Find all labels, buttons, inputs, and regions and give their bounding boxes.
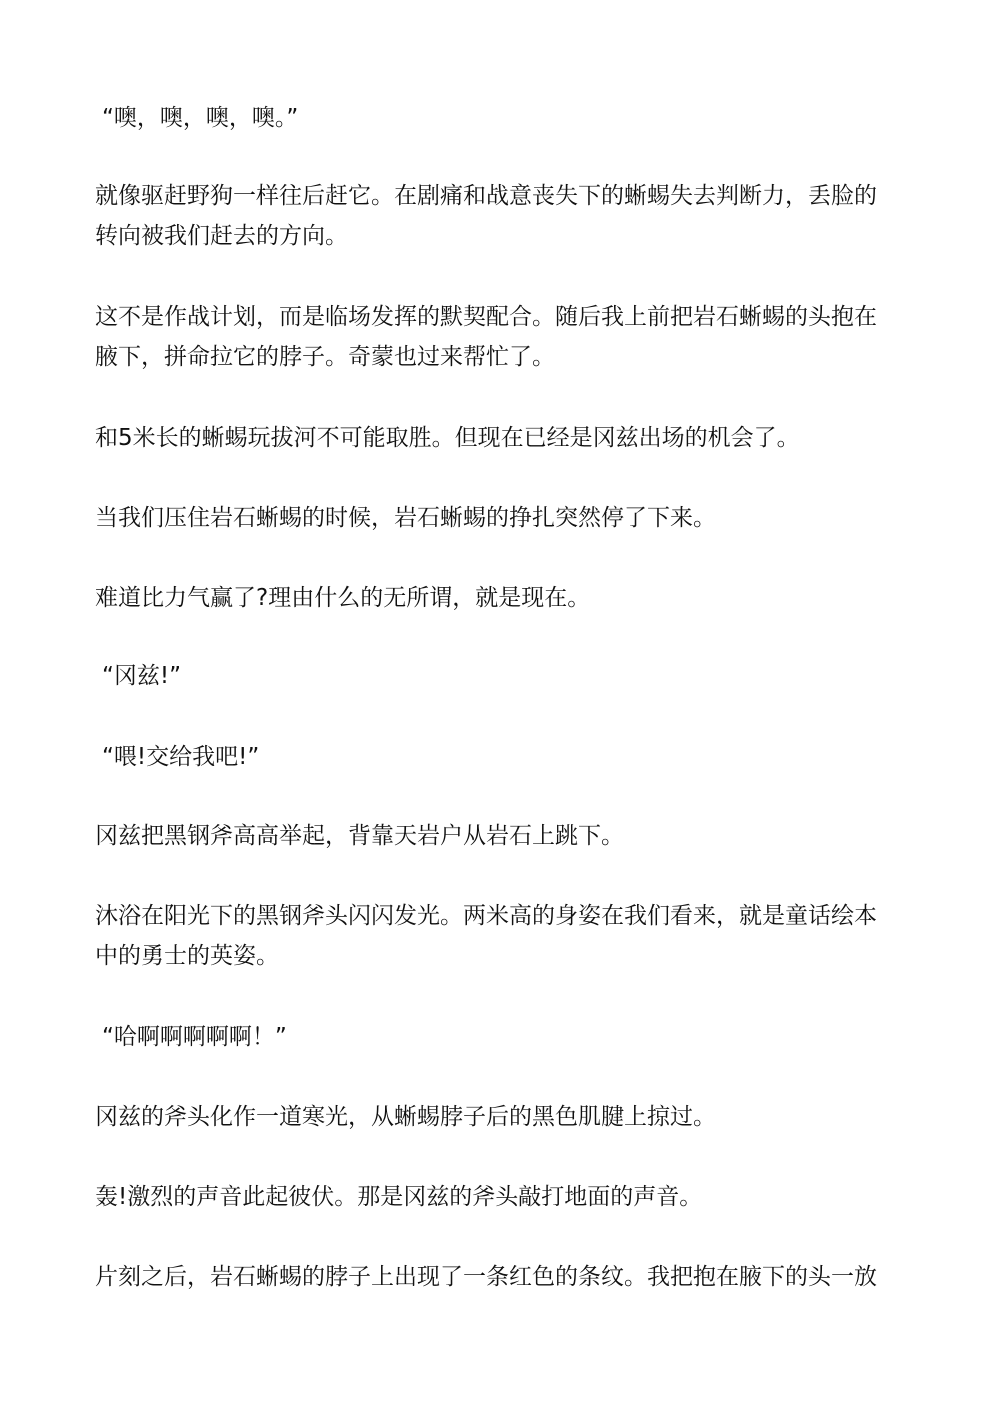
paragraph-6: 难道比力气赢了?理由什么的无所谓，就是现在。 (95, 585, 591, 611)
paragraph-12: 冈兹的斧头化作一道寒光，从蜥蜴脖子后的黑色肌腱上掠过。 (95, 1104, 716, 1130)
paragraph-3: 这不是作战计划，而是临场发挥的默契配合。随后我上前把岩石蜥蜴的头抱在 腋下，拼命拉它的脖子。奇蒙也过来帮忙了。 (95, 304, 877, 370)
paragraph-7: “冈兹!” (102, 663, 182, 689)
paragraph-11: “哈啊啊啊啊啊！” (102, 1024, 287, 1050)
paragraph-13: 轰!激烈的声音此起彼伏。那是冈兹的斧头敲打地面的声音。 (95, 1184, 703, 1210)
paragraph-8: “喂!交给我吧!” (102, 744, 260, 770)
paragraph-4: 和5米长的蜥蜴玩拔河不可能取胜。但现在已经是冈兹出场的机会了。 (95, 425, 800, 451)
paragraph-1: “噢，噢，噢，噢。” (102, 105, 299, 131)
paragraph-14: 片刻之后，岩石蜥蜴的脖子上出现了一条红色的条纹。我把抱在腋下的头一放 (95, 1264, 877, 1290)
paragraph-5: 当我们压住岩石蜥蜴的时候，岩石蜥蜴的挣扎突然停了下来。 (95, 505, 716, 531)
paragraph-2: 就像驱赶野狗一样往后赶它。在剧痛和战意丧失下的蜥蜴失去判断力，丢脸的 转向被我们赶去的方向。 (95, 183, 877, 249)
paragraph-10: 沐浴在阳光下的黑钢斧头闪闪发光。两米高的身姿在我们看来，就是童话绘本 中的勇士的英姿。 (95, 903, 877, 969)
paragraph-9: 冈兹把黑钢斧高高举起，背靠天岩户从岩石上跳下。 (95, 823, 624, 849)
